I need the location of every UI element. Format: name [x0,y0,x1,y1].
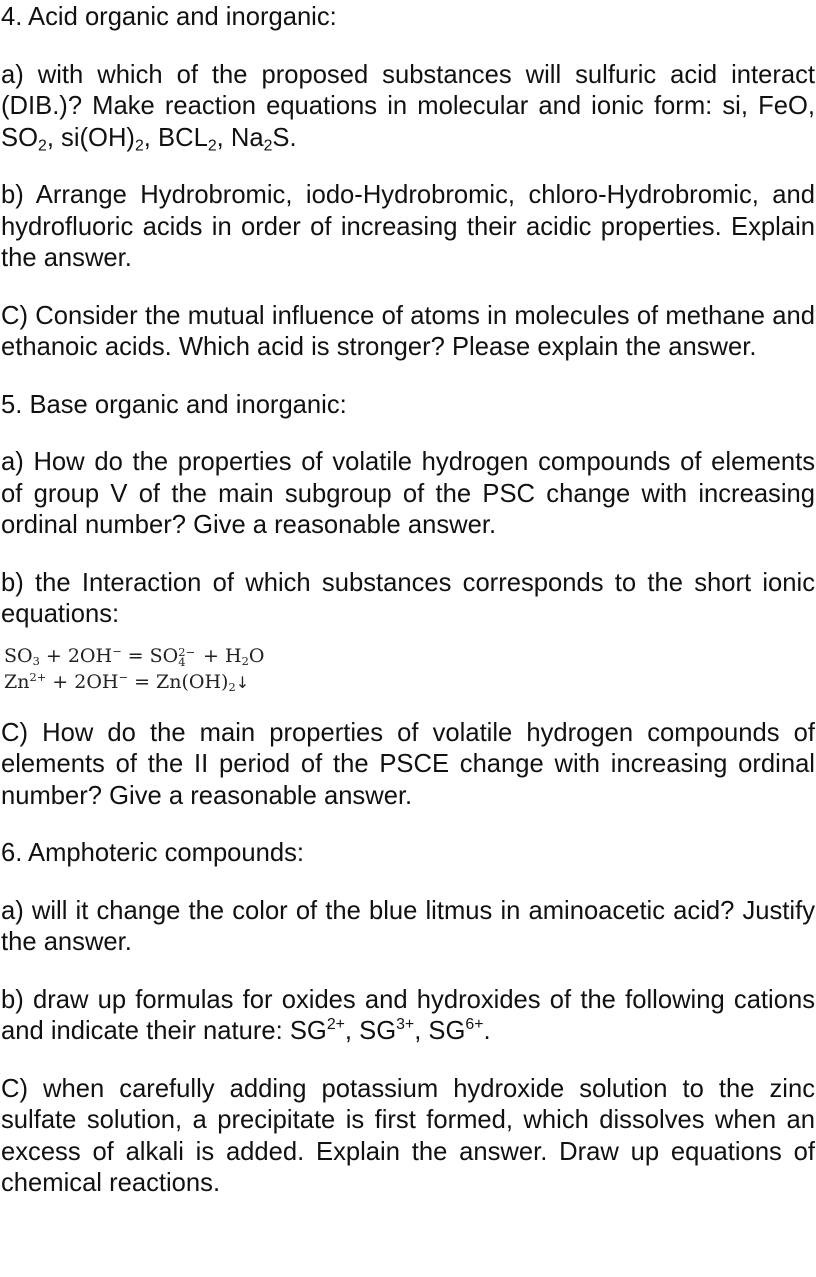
eq-sup: 2− [178,644,196,659]
precipitate-arrow-icon: ↓ [235,672,250,692]
question-6a: a) will it change the color of the blue litmus in aminoacetic acid? Justify the answer. [1,896,815,956]
ionic-equations [4,643,815,696]
subscript: 2 [134,136,144,154]
question-6b-text: b) draw up formulas for oxides and hydroxides of the following cations and indicate their nature: SG [1,985,815,1045]
section-4-heading: 4. Acid organic and inorganic: [1,3,337,31]
ionic-equation-1 [4,643,815,669]
eq-text: + H [197,644,242,667]
eq-text: = SO [121,644,179,667]
question-4a [1,60,815,155]
eq-sup: 2+ [29,669,47,684]
subscript: 2 [37,136,47,154]
subscript: 2 [207,136,217,154]
eq-text: Zn [4,670,30,693]
eq-text: + 2OH [46,670,119,693]
text: S. [272,123,297,152]
question-6c: C) when carefully adding potassium hydroxide solution to the zinc sulfate solution, a precipitate is first formed, which dissolves when an excess of alkali is added. Explain the answer. Draw up equations of chemical reactions. [1,1074,815,1197]
eq-text: + 2OH [39,644,113,667]
question-6b [1,985,815,1048]
eq-sup: − [118,669,129,684]
eq-sub: 2 [241,653,249,668]
eq-sub: 4 [178,654,186,669]
eq-text: SO [4,644,33,667]
text: , SG [344,1017,397,1045]
eq-sup: − [112,643,122,658]
question-4b: b) Arrange Hydrobromic, iodo-Hydrobromic, chloro-Hydrobromic, and hydrofluoric acids in order of increasing their acidic properties. Explain the answer. [1,181,815,272]
ionic-equation-2 [4,669,815,696]
eq-text: = Zn(OH) [128,670,229,693]
section-5-heading: 5. Base organic and inorganic: [1,390,347,419]
question-4c: C) Consider the mutual influence of atoms in molecules of methane and ethanoic acids. Which acid is stronger? Please explain the answer. [1,301,815,361]
superscript: 6+ [465,1016,484,1034]
text: , SG [414,1017,466,1045]
eq-sub: 2 [228,679,236,694]
eq-sub: 3 [32,653,40,668]
text: , BCL [143,123,208,152]
superscript: 3+ [396,1016,415,1034]
superscript: 2+ [326,1016,345,1034]
question-5b: b) the Interaction of which substances corresponds to the short ionic equations: [1,568,815,628]
section-6-heading: 6. Amphoteric compounds: [1,839,305,867]
text: . [483,1017,491,1045]
question-5c: C) How do the main properties of volatile hydrogen compounds of elements of the II period of the PSCE change with increasing ordinal number? Give a reasonable answer. [1,718,815,810]
question-5a: a) How do the properties of volatile hydrogen compounds of elements of group V of the main subgroup of the PSC change with increasing ordinal number? Give a reasonable answer. [1,448,815,539]
eq-text: O [248,644,265,667]
question-4a-text: a) with which of the proposed substances will sulfuric acid interact (DIB.)? Make reaction equations in molecular and ionic form: si, FeO, SO [1,60,815,152]
text: , si(OH) [46,123,135,152]
eq-charge-stack [178,644,196,669]
subscript: 2 [263,136,273,154]
text: , Na [216,123,264,152]
